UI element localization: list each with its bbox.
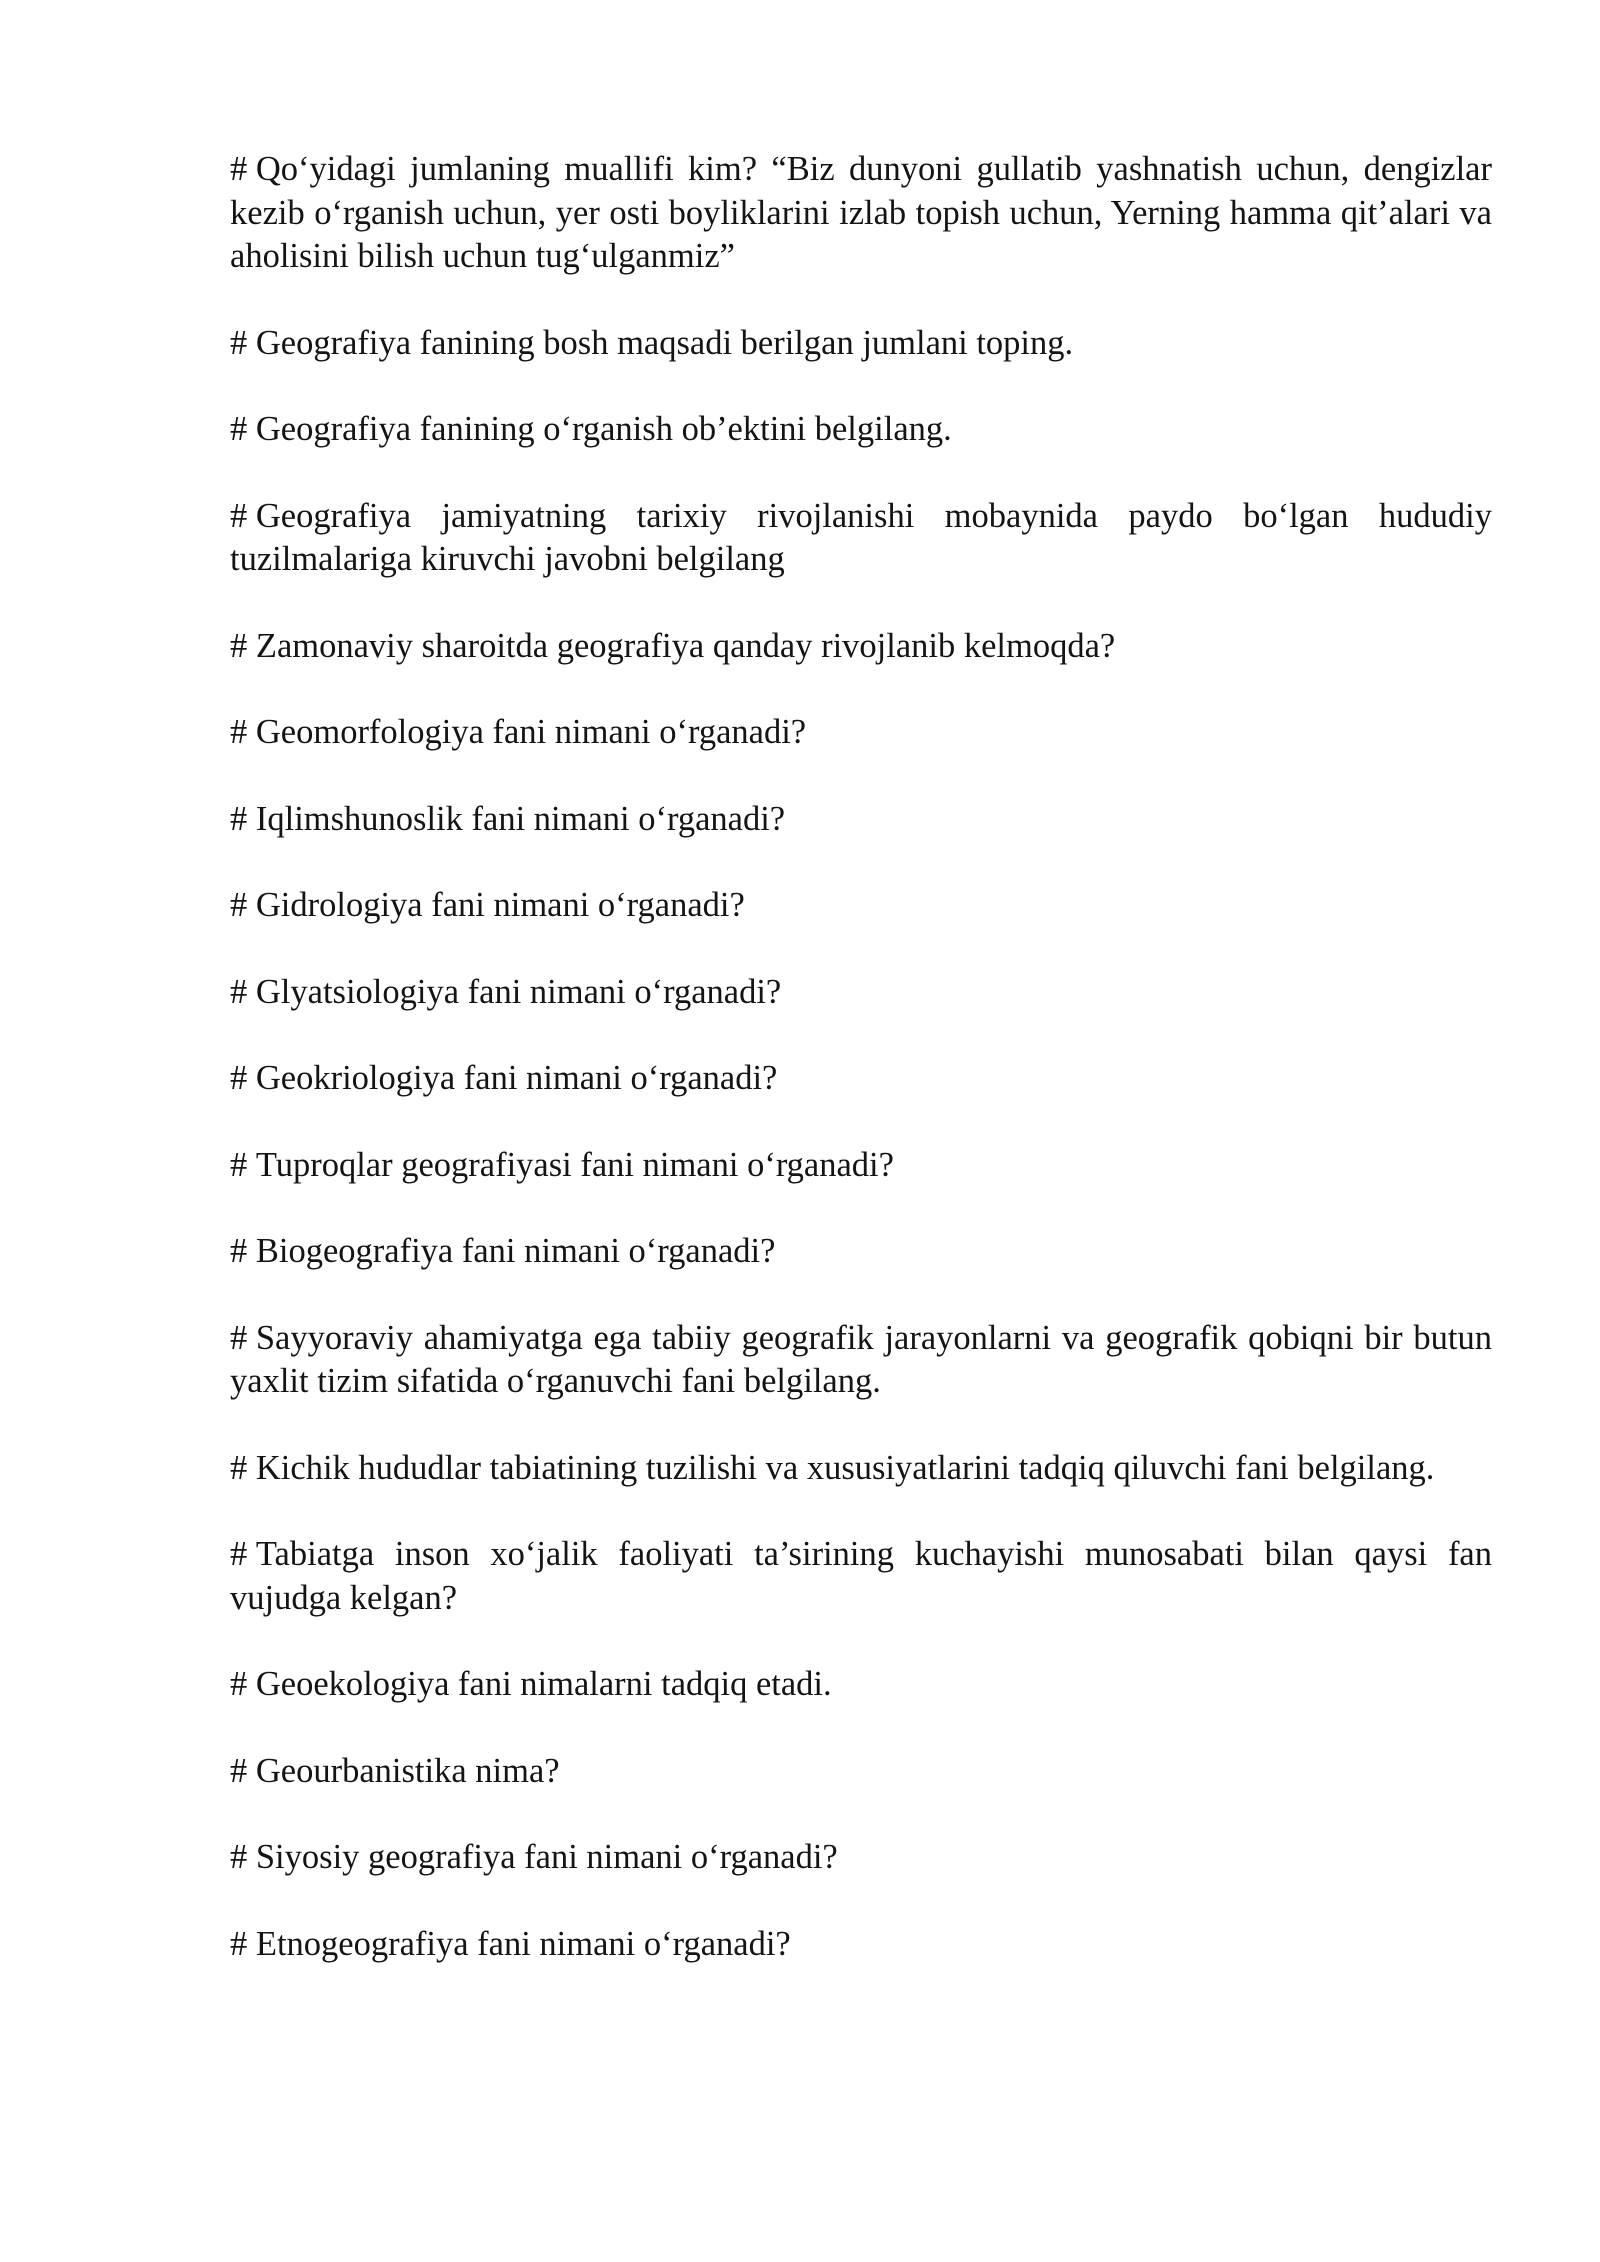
question-item — [230, 1663, 1492, 1707]
question-item — [230, 1144, 1492, 1188]
question-marker: # — [230, 713, 248, 751]
question-marker: # — [230, 1924, 248, 1963]
question-text: Siyosiy geografiya fani nimani o‘rganadi? — [255, 1838, 838, 1876]
question-text: Etnogeografiya fani nimani o‘rganadi? — [255, 1924, 791, 1963]
question-marker: # — [230, 1665, 248, 1703]
question-text: Zamonaviy sharoitda geografiya qanday rivojlanib kelmoqda? — [255, 626, 1116, 665]
question-item — [230, 1317, 1492, 1404]
question-text: Tabiatga inson xo‘jalik faoliyati ta’sirining kuchayishi munosabati bilan qaysi fan vujudga kelgan? — [230, 1535, 1492, 1617]
question-item — [230, 1447, 1492, 1491]
question-text: Geografiya fanining bosh maqsadi berilgan jumlani toping. — [255, 323, 1074, 362]
question-text: Glyatsiologiya fani nimani o‘rganadi? — [255, 972, 782, 1011]
question-marker: # — [230, 1145, 248, 1184]
question-marker: # — [230, 410, 248, 448]
question-item — [230, 1750, 1492, 1794]
question-text: Geourbanistika nima? — [255, 1751, 560, 1790]
question-marker: # — [230, 799, 248, 838]
question-text: Kichik hududlar tabiatining tuzilishi va xususiyatlarini tadqiq qiluvchi fani belgilang. — [255, 1448, 1435, 1487]
question-marker: # — [230, 1448, 248, 1487]
question-marker: # — [230, 972, 248, 1011]
question-marker: # — [230, 323, 248, 362]
question-text: Biogeografiya fani nimani o‘rganadi? — [255, 1232, 776, 1270]
question-item — [230, 625, 1492, 669]
question-item — [230, 322, 1492, 366]
question-item — [230, 798, 1492, 842]
question-marker: # — [230, 626, 248, 665]
question-item — [230, 711, 1492, 755]
question-item — [230, 971, 1492, 1015]
question-item — [230, 148, 1492, 279]
question-item — [230, 1533, 1492, 1620]
question-marker: # — [230, 1535, 248, 1573]
question-text: Qo‘yidagi jumlaning muallifi kim? “Biz dunyoni gullatib yashnatish uchun, dengizlar kezib o‘rganish uchun, yer osti boyliklarini izlab topish uchun, Yerning hamma qit’alari va aholisini bilish uchun tug‘ulganmiz” — [230, 150, 1492, 275]
question-marker: # — [230, 1838, 248, 1876]
question-item — [230, 408, 1492, 452]
question-item — [230, 1057, 1492, 1101]
question-text: Tuproqlar geografiyasi fani nimani o‘rganadi? — [255, 1145, 894, 1184]
question-item — [230, 884, 1492, 928]
question-text: Geomorfologiya fani nimani o‘rganadi? — [255, 713, 807, 751]
question-item — [230, 1836, 1492, 1880]
question-marker: # — [230, 886, 248, 924]
question-marker: # — [230, 150, 248, 188]
question-text: Geokriologiya fani nimani o‘rganadi? — [255, 1059, 778, 1097]
question-marker: # — [230, 1318, 248, 1357]
question-marker: # — [230, 496, 248, 535]
question-item — [230, 1923, 1492, 1967]
question-text: Geografiya fanining o‘rganish ob’ektini belgilang. — [255, 410, 952, 448]
question-text: Geoekologiya fani nimalarni tadqiq etadi. — [255, 1665, 832, 1703]
question-item — [230, 495, 1492, 582]
question-text: Gidrologiya fani nimani o‘rganadi? — [255, 886, 745, 924]
question-marker: # — [230, 1751, 248, 1790]
question-item — [230, 1230, 1492, 1274]
question-marker: # — [230, 1059, 248, 1097]
question-text: Geografiya jamiyatning tarixiy rivojlanishi mobaynida paydo bo‘lgan hududiy tuzilmalariga kiruvchi javobni belgilang — [230, 496, 1492, 578]
question-text: Sayyoraviy ahamiyatga ega tabiiy geografik jarayonlarni va geografik qobiqni bir butun yaxlit tizim sifatida o‘rganuvchi fani belgilang. — [230, 1318, 1492, 1400]
question-list — [230, 148, 1492, 2009]
question-text: Iqlimshunoslik fani nimani o‘rganadi? — [255, 799, 786, 838]
question-marker: # — [230, 1232, 248, 1270]
